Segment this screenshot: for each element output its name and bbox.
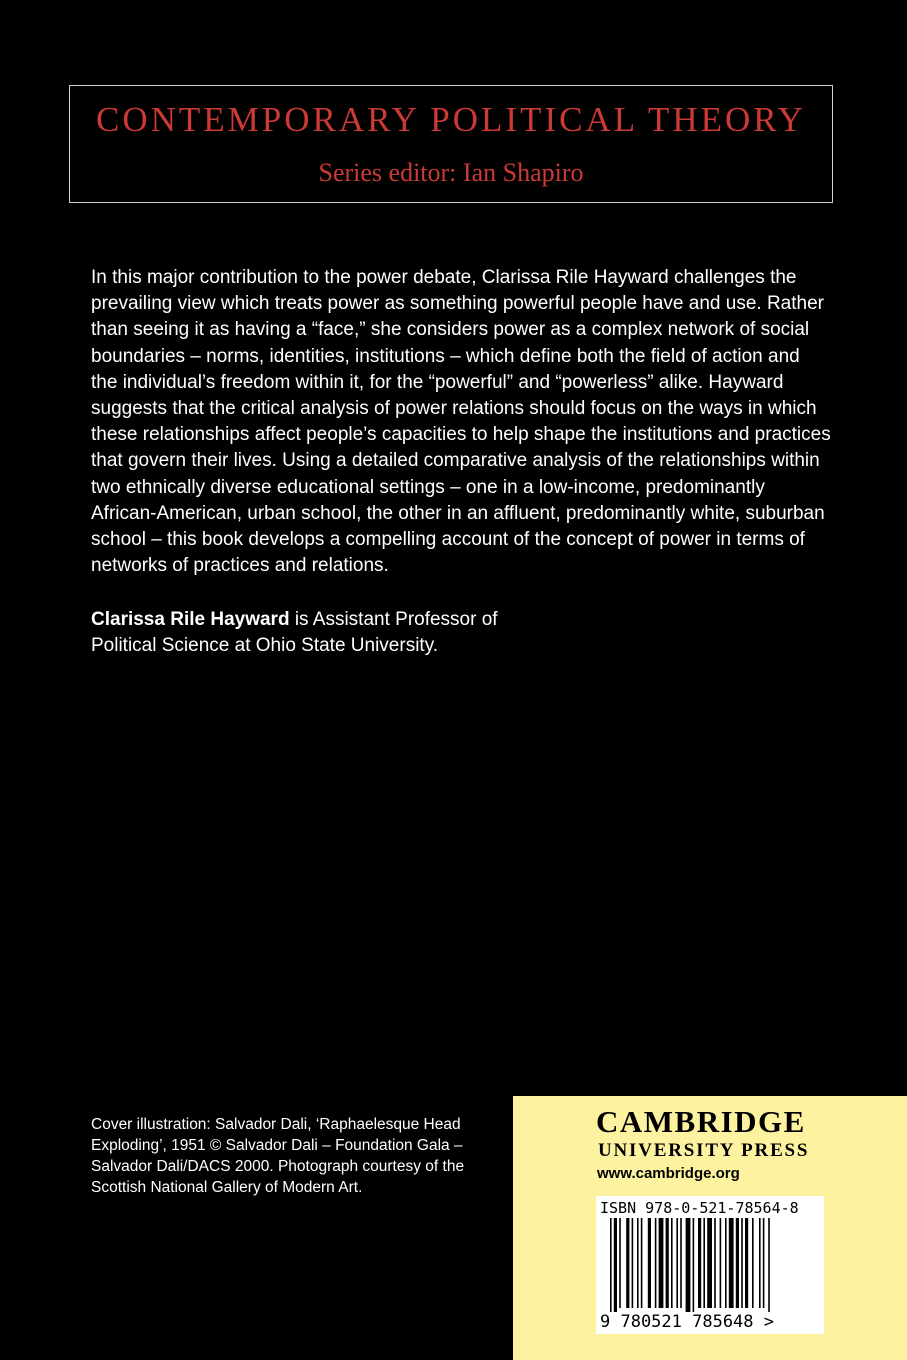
barcode-bar [648,1218,651,1308]
isbn-label: ISBN 978-0-521-78564-8 [600,1199,799,1217]
barcode-block [596,1196,824,1334]
barcode-bar [720,1218,722,1308]
book-description: In this major contribution to the power debate, Clarissa Rile Hayward challenges the prevailing view which treats power as something powerful people have and use. Rather than seeing it as having a “face,” she considers power as a complex network of social boundaries – norms, identities, institutions – which define both the field of action and the individual’s freedom within it, for the “powerful” and “powerless” alike. Hayward suggests that the critical analysis of power relations should focus on the ways in which these relationships affect people’s capacities to help shape the institutions and practices that govern their lives. Using a detailed comparative analysis of the relationships within two ethnically diverse educational settings – one in a low-income, predominantly African-American, urban school, the other in an affluent, predominantly white, suburban school – this book develops a compelling account of the concept of power in terms of networks of practices and relations. [91,267,831,577]
barcode-bar [686,1218,691,1314]
barcode-bar [637,1218,639,1308]
barcode-bar [741,1218,743,1308]
series-title: CONTEMPORARY POLITICAL THEORY [96,100,806,139]
publisher-url: www.cambridge.org [597,1165,740,1182]
barcode-bar [759,1218,761,1308]
barcode-bar [725,1218,727,1308]
author-name: Clarissa Rile Hayward [91,609,290,630]
barcode-bar [676,1218,678,1308]
cover-credit: Cover illustration: Salvador Dali, ‘Raphaelesque Head Exploding’, 1951 © Salvador Dali – Foundation Gala – Salvador Dali/DACS 2000. Photograph courtesy of the Scottish National Gallery of Modern Art. [91,1116,465,1196]
author-bio-text: is Assistant Professor of Political Science at Ohio State University. [91,609,498,657]
series-editor: Series editor: Ian Shapiro [318,158,584,187]
barcode-bar [693,1218,695,1314]
barcode-bar [680,1218,682,1308]
publisher-logo-subtitle: UNIVERSITY PRESS [598,1140,810,1161]
barcode-bar [707,1218,712,1308]
barcode-bar [745,1218,748,1308]
barcode-digits: 9 780521 785648 > [600,1312,774,1332]
publisher-logo-name: CAMBRIDGE [596,1104,806,1139]
barcode-bar [736,1218,739,1308]
barcode-bar [655,1218,657,1308]
publisher-panel [513,1096,907,1360]
barcode-icon [596,1218,824,1314]
author-bio [91,607,511,659]
barcode-bar [666,1218,669,1308]
barcode-bar [752,1218,754,1308]
barcode-bar [714,1218,716,1308]
barcode-bar [641,1218,643,1308]
barcode-bar [659,1218,664,1308]
barcode-bar [614,1218,617,1314]
barcode-bar [698,1218,701,1308]
series-banner [69,85,833,203]
barcode-bar [768,1218,770,1314]
barcode-bar [729,1218,734,1308]
barcode-bar [703,1218,705,1308]
barcode-bar [610,1218,612,1314]
barcode-bar [626,1218,629,1308]
barcode-bar [763,1218,765,1308]
barcode-bar [619,1218,621,1308]
barcode-bar [671,1218,673,1308]
barcode-bar [632,1218,634,1308]
